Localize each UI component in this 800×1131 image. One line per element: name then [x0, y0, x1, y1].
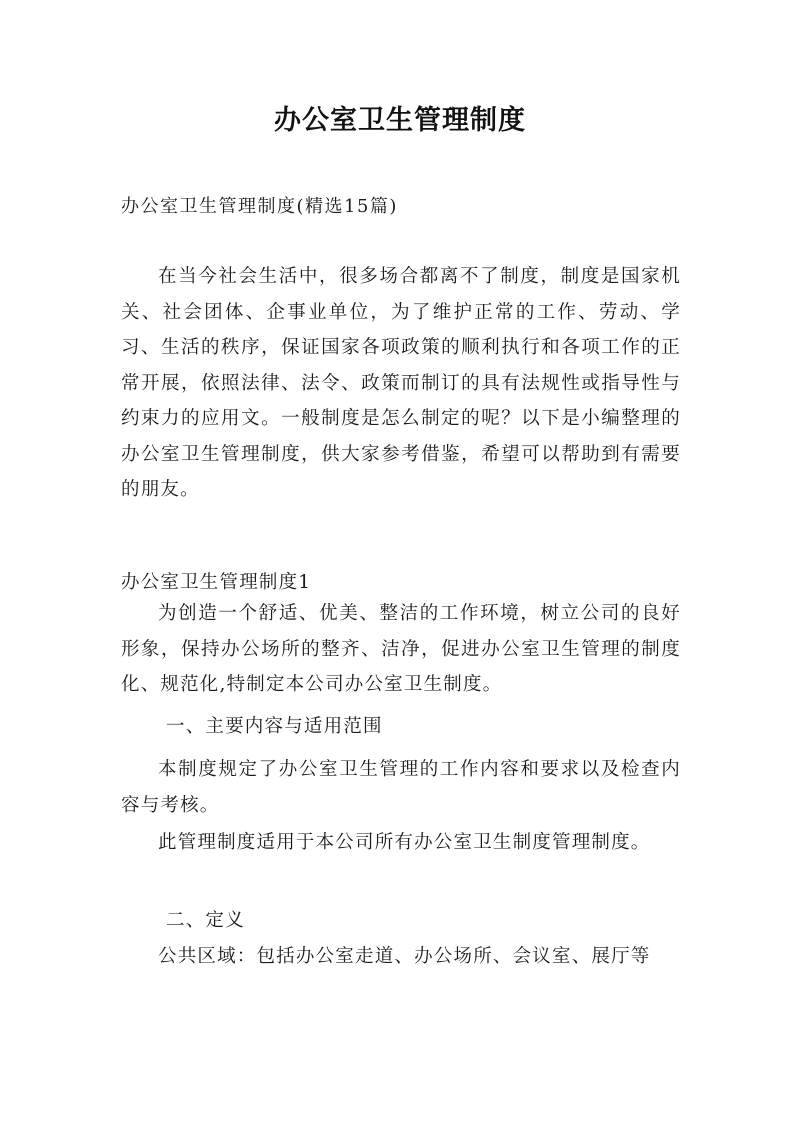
intro-paragraph: 在当今社会生活中，很多场合都离不了制度，制度是国家机关、社会团体、企事业单位，为了维护正常的工作、劳动、学习、生活的秩序，保证国家各项政策的顺利执行和各项工作的正常开展，依照法律、法令、政策而制订的具有法规性或指导性与约束力的应用文。一般制度是怎么制定的呢？以下是小编整理的办公室卫生管理制度，供大家参考借鉴，希望可以帮助到有需要的朋友。 — [121, 266, 681, 500]
section-paragraph: 为创造一个舒适、优美、整洁的工作环境，树立公司的良好形象，保持办公场所的整齐、洁净，促进办公室卫生管理的制度化、规范化,特制定本公司办公室卫生制度。 — [121, 603, 681, 695]
section-paragraph: 此管理制度适用于本公司所有办公室卫生制度管理制度。 — [158, 832, 651, 853]
section-heading: 办公室卫生管理制度1 — [121, 572, 312, 593]
section-paragraph: 本制度规定了办公室卫生管理的工作内容和要求以及检查内容与考核。 — [121, 759, 681, 816]
document-title: 办公室卫生管理制度 — [274, 105, 526, 136]
subsection-heading: 一、主要内容与适用范围 — [166, 716, 383, 737]
section-paragraph: 公共区域：包括办公室走道、办公场所、会议室、展厅等 — [158, 946, 651, 967]
subsection-heading: 二、定义 — [166, 910, 245, 931]
document-subtitle: 办公室卫生管理制度(精选15篇) — [121, 196, 398, 217]
